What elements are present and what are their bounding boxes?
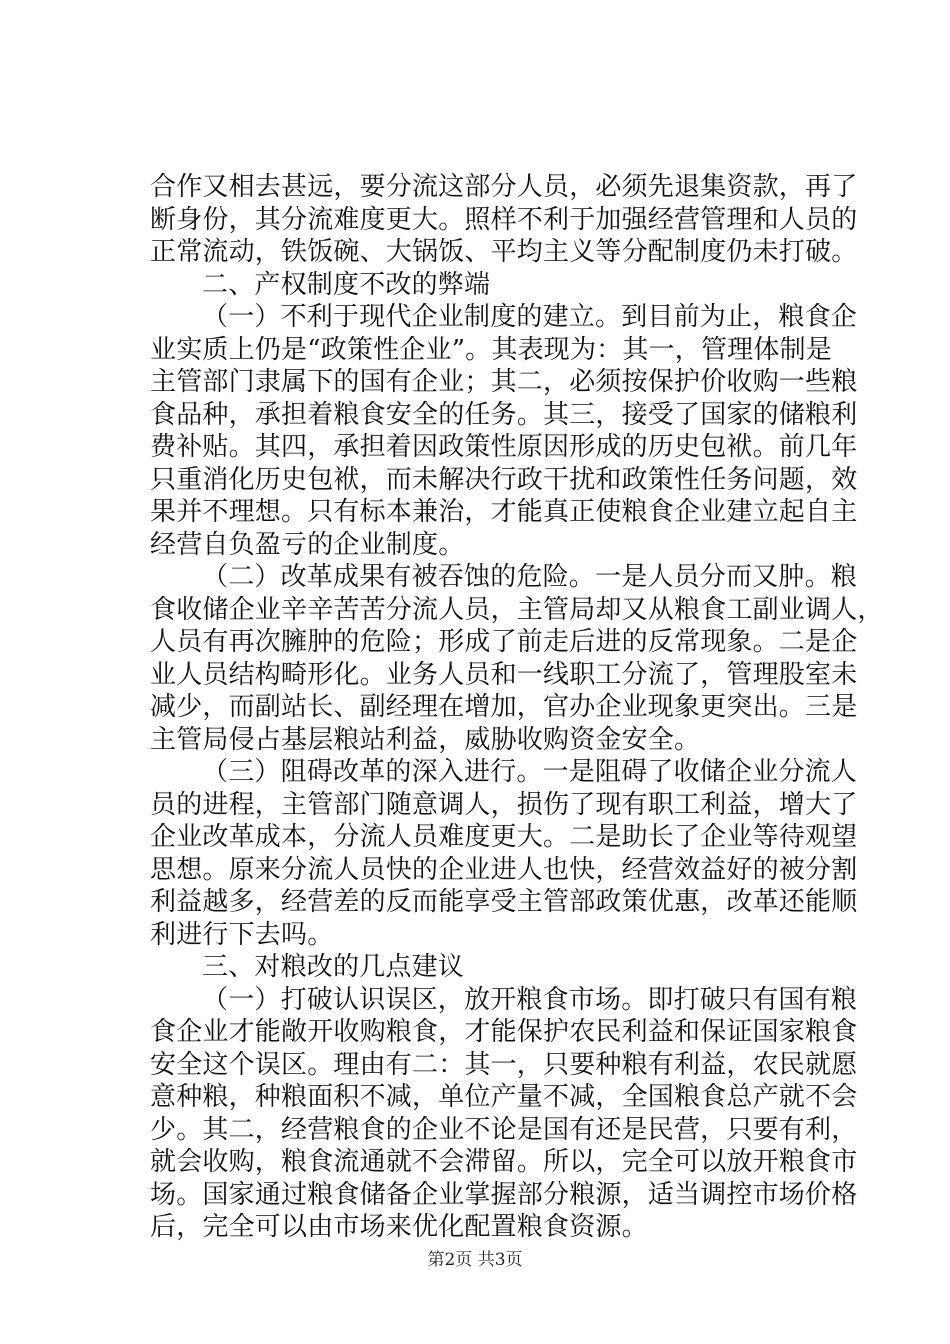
section-heading: 三、对粮改的几点建议 [202,952,465,982]
text-line: 业实质上仍是“政策性企业”。其表现为：其一，管理体制是 [150,334,832,365]
page-number-label: 第2页 共3页 [427,1250,523,1270]
text-line: （一）打破认识误区，放开粮食市场。即打破只有国有粮 [202,984,858,1015]
text-line: 少。其二，经营粮食的企业不论是国有还是民营，只要有利， [150,1114,858,1145]
section-heading: 二、产权制度不改的弊端 [202,269,491,300]
document-body [150,171,884,1244]
text-line: 主管局侵占基层粮站利益，威胁收购资金安全。 [150,724,701,755]
text-line: （一）不利于现代企业制度的建立。到目前为止，粮食企 [202,302,858,332]
text-line: 场。国家通过粮食储备企业掌握部分粮源，适当调控市场价格 [150,1179,858,1210]
text-line: 断身份，其分流难度更大。照样不利于加强经营管理和人员的 [150,204,858,235]
text-line: 业人员结构畸形化。业务人员和一线职工分流了，管理股室未 [150,659,858,690]
text-line: 食企业才能敞开收购粮食，才能保护农民利益和保证国家粮食 [150,1017,858,1047]
text-line: 人员有再次臃肿的危险；形成了前走后进的反常现象。二是企 [150,627,858,657]
text-line: 安全这个误区。理由有二：其一，只要种粮有利益，农民就愿 [150,1049,858,1080]
text-line: 合作又相去甚远，要分流这部分人员，必须先退集资款，再了 [150,172,858,202]
text-line: 食收储企业辛辛苦苦分流人员，主管局却又从粮食工副业调人， [150,594,884,625]
page-footer [0,1245,950,1270]
text-line: 员的进程，主管部门随意调人，损伤了现有职工利益，增大了 [150,789,858,820]
text-line: 利进行下去吗。 [150,919,334,950]
text-line: （二）改革成果有被吞蚀的危险。一是人员分而又肿。粮 [202,562,858,592]
text-line: 经营自负盈亏的企业制度。 [150,529,465,560]
text-line: 利益越多，经营差的反而能享受主管部政策优惠，改革还能顺 [150,887,858,917]
text-line: 正常流动，铁饭碗、大锅饭、平均主义等分配制度仍未打破。 [150,237,858,267]
text-line: （三）阻碍改革的深入进行。一是阻碍了收储企业分流人 [202,757,858,787]
text-line: 意种粮，种粮面积不减，单位产量不减，全国粮食总产就不会 [150,1082,858,1112]
text-line: 减少，而副站长、副经理在增加，官办企业现象更突出。三是 [150,692,858,722]
text-line: 费补贴。其四，承担着因政策性原因形成的历史包袱。前几年 [150,432,858,462]
text-line: 主管部门隶属下的国有企业；其二，必须按保护价收购一些粮 [150,367,858,397]
text-line: 只重消化历史包袱，而未解决行政干扰和政策性任务问题，效 [150,464,858,495]
text-line: 就会收购，粮食流通就不会滞留。所以，完全可以放开粮食市 [150,1147,858,1177]
text-line: 果并不理想。只有标本兼治，才能真正使粮食企业建立起自主 [150,497,858,527]
text-line: 后，完全可以由市场来优化配置粮食资源。 [150,1212,648,1242]
text-line: 食品种，承担着粮食安全的任务。其三，接受了国家的储粮利 [150,399,858,430]
text-line: 企业改革成本，分流人员难度更大。二是助长了企业等待观望 [150,822,858,852]
text-line: 思想。原来分流人员快的企业进人也快，经营效益好的被分割 [150,854,858,885]
